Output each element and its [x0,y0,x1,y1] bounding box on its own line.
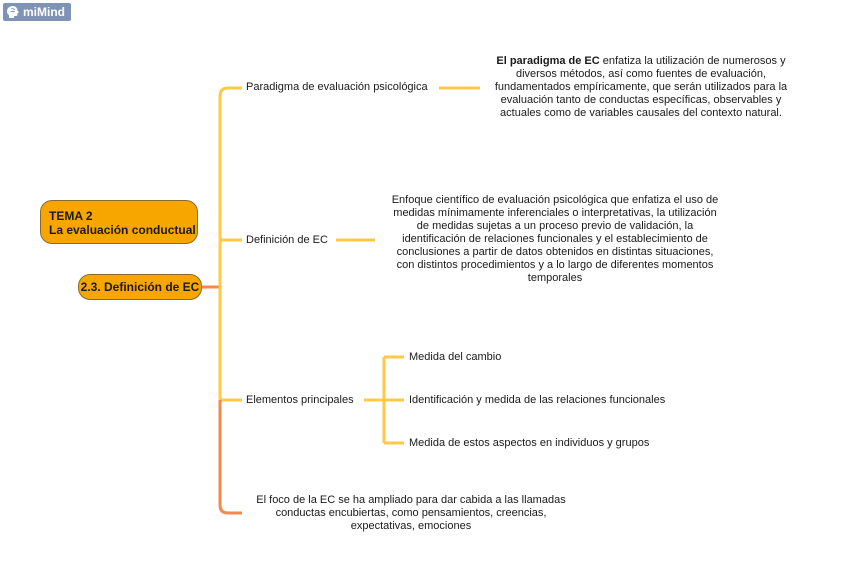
connector-to-elementos [220,287,242,400]
connector-spine-upper [220,88,242,287]
elementos-item[interactable]: Medida de estos aspectos en individuos y grupos [409,437,650,449]
elementos-item[interactable]: Medida del cambio [409,351,502,363]
central-label: 2.3. Definición de EC [80,280,200,294]
branch-paradigma[interactable]: Paradigma de evaluación psicológica [246,81,428,93]
paradigma-detail-bold: El paradigma de EC [496,55,600,67]
branch-foco[interactable]: El foco de la EC se ha ampliado para dar cabida a las llamadas conductas encubiertas, como pensamientos, creencias, expectativas, emociones [256,494,566,532]
branch-definicion[interactable]: Definición de EC [246,234,328,246]
paradigma-detail-text: enfatiza la utilización de numerosos y diversos métodos, así como fuentes de evaluación, fundamentados empíricamente, que serán utilizados para la evaluación tanto de conductas específicas, observables y actuales como de variables causales del contexto natural. [494,55,788,119]
branch-elementos[interactable]: Elementos principales [246,394,354,406]
paradigma-detail[interactable] [486,55,796,120]
connector-to-foco [220,400,242,513]
topic-title: TEMA 2 [49,209,93,223]
central-node[interactable] [78,274,202,300]
definicion-detail[interactable]: Enfoque científico de evaluación psicológica que enfatiza el uso de medidas mínimamente inferenciales o interpretativas, la utilización de medidas sujetas a un proceso previo de validación, la identificación de relaciones funcionales y el establecimiento de conclusiones a partir de datos obtenidos en distintas situaciones, con distintos procedimientos y a lo largo de diferentes momentos temporales [391,194,719,284]
elementos-item[interactable]: Identificación y medida de las relaciones funcionales [409,394,666,406]
topic-subtitle: La evaluación conductual [49,223,196,237]
topic-node[interactable] [40,200,198,244]
brand-name: miMind [23,5,65,19]
